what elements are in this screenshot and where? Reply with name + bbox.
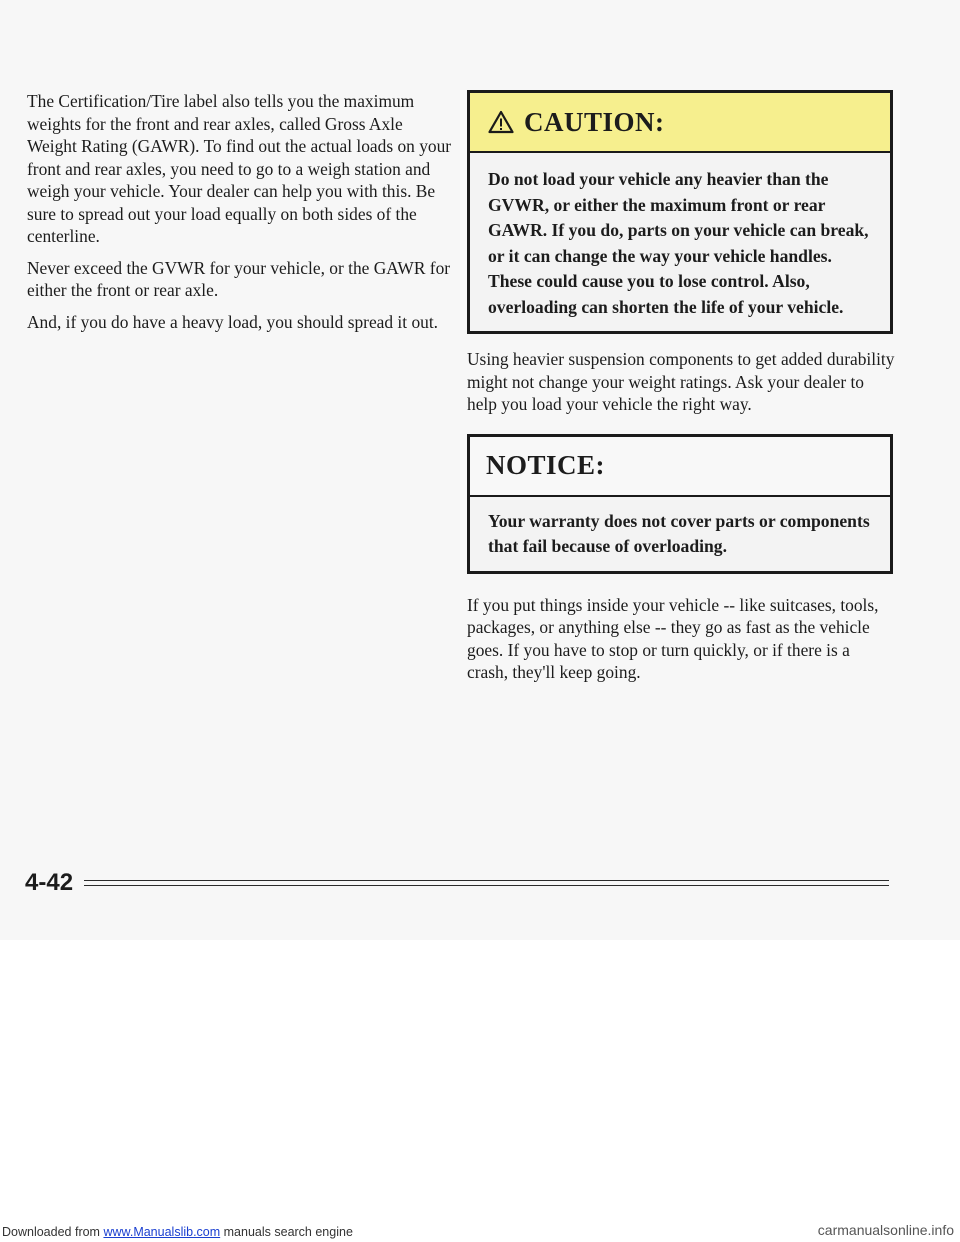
footer-rule <box>84 880 889 886</box>
watermark-prefix: Downloaded from <box>2 1225 104 1239</box>
page-number: 4-42 <box>25 869 74 896</box>
caution-header <box>470 93 890 153</box>
notice-title: NOTICE: <box>486 450 606 481</box>
right-text-block <box>467 348 895 416</box>
site-watermark: carmanualsonline.info <box>817 1222 954 1238</box>
watermark-suffix: manuals search engine <box>220 1225 353 1239</box>
notice-text: Your warranty does not cover parts or components that fail because of overloading. <box>488 510 870 556</box>
download-watermark <box>0 1222 960 1242</box>
watermark-text <box>2 1225 353 1239</box>
caution-box <box>467 90 893 334</box>
right-text-block-2 <box>467 594 895 684</box>
caution-body <box>470 153 890 331</box>
caution-title: CAUTION: <box>524 106 665 137</box>
caution-text: Do not load your vehicle any heavier than the GVWR, or either the maximum front or rear GAWR. If you do, parts on your vehicle can break, or it can change the way your vehicle handles. These could cause you to lose control. Also, overloading can shorten the life of your vehicle. <box>488 169 869 317</box>
notice-body <box>470 497 890 571</box>
right-column <box>467 90 895 702</box>
manualslib-link[interactable]: www.Manualslib.com <box>103 1225 221 1239</box>
notice-header <box>470 437 890 497</box>
body-paragraph: If you put things inside your vehicle -- like suitcases, tools, packages, or anything else -- they go as fast as the vehicle goes. If you have to stop or turn quickly, or if there is a crash, they'll keep going. <box>467 594 879 682</box>
body-paragraph: And, if you do have a heavy load, you should spread it out. <box>27 311 439 332</box>
left-column <box>27 90 452 342</box>
body-paragraph: Using heavier suspension components to get added durability might not change your weight ratings. Ask your dealer to help you load your vehicle the right way. <box>467 349 895 414</box>
notice-box <box>467 434 893 574</box>
warning-triangle-icon <box>488 110 514 134</box>
body-paragraph: Never exceed the GVWR for your vehicle, or the GAWR for either the front or rear axle. <box>27 257 451 300</box>
body-paragraph: The Certification/Tire label also tells you the maximum weights for the front and rear axles, called Gross Axle Weight Rating (GAWR). To find out the actual loads on your front and rear axles, you need to go to a weigh station and weigh your vehicle. Your dealer can help you with this. Be sure to spread out your load equally on both sides of the centerline. <box>27 91 452 246</box>
